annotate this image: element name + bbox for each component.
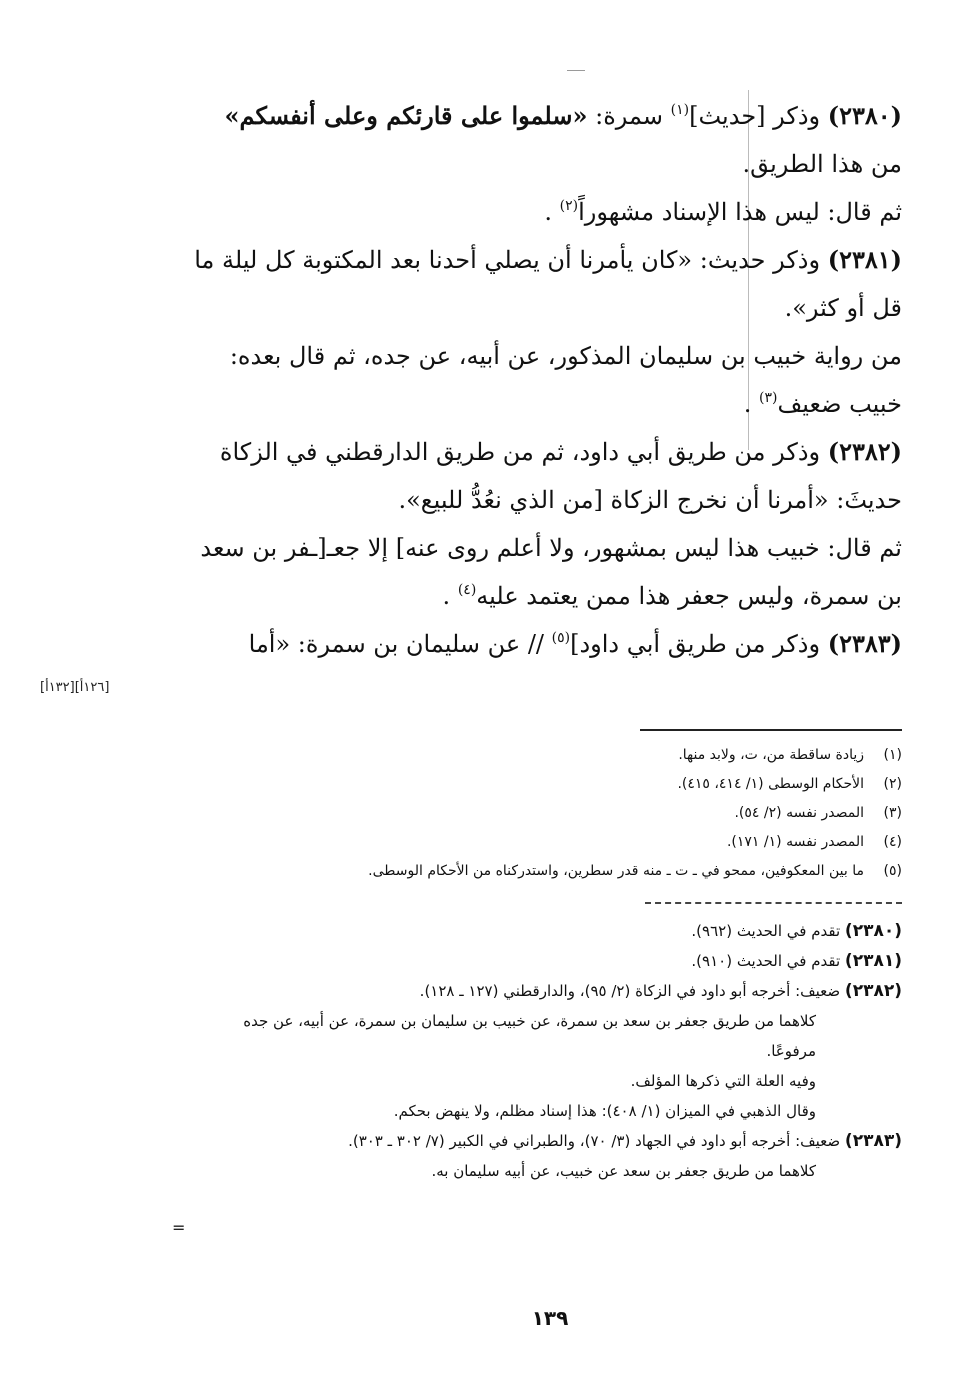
hadith-number: (٢٣٨١) bbox=[827, 245, 902, 274]
footnote-separator bbox=[640, 729, 902, 731]
entry-text: ثم قال: خبيب هذا ليس بمشهور، ولا أعلم روى عنه] إلا جعـ[ـفر بن سعد بن سمرة، وليس جعفر هذا ممن يعتمد عليه bbox=[200, 534, 902, 610]
footnote-number: (٢) bbox=[883, 776, 902, 792]
entry-2383 bbox=[192, 620, 902, 668]
footnote-item bbox=[330, 741, 902, 770]
commentary-detail: وفيه العلة التي ذكرها المؤلف. bbox=[630, 1072, 816, 1090]
entry-text: وذكر من طريق أبي داود] bbox=[570, 630, 828, 658]
footnote-number: (٤) bbox=[883, 834, 902, 850]
commentary-number: (٢٣٨٣) bbox=[844, 1131, 902, 1151]
entry-text: من هذا الطريق. bbox=[742, 150, 902, 178]
page-number: ١٣٩ bbox=[531, 1306, 569, 1330]
footnote-number: (١) bbox=[883, 747, 902, 763]
entry-text: وذكر من طريق أبي داود، ثم من طريق الدارقطني في الزكاة حديثَ: «أمرنا أن نخرج الزكاة [من الذي نعُدُّ للبيع». bbox=[219, 438, 902, 514]
commentary-detail: كلاهما من طريق جعفر بن سعد عن خبيب، عن أبيه سليمان به. bbox=[431, 1162, 816, 1180]
footnote-ref: (١) bbox=[670, 102, 690, 118]
entry-text: . bbox=[743, 390, 759, 418]
footnotes bbox=[330, 741, 902, 886]
hadith-number: (٢٣٨٠) bbox=[827, 101, 902, 130]
footnote-item bbox=[330, 828, 902, 857]
entry-text: . bbox=[442, 582, 458, 610]
entry-2382-comment bbox=[192, 524, 902, 620]
footnote-item bbox=[330, 857, 902, 886]
top-dash-mark bbox=[567, 70, 585, 71]
hadith-number: (٢٣٨٢) bbox=[827, 437, 902, 466]
footnote-ref: (٣) bbox=[758, 390, 778, 406]
entry-text: من رواية خبيب بن سليمان المذكور، عن أبيه، عن جده، ثم قال بعده: خبيب ضعيف bbox=[229, 342, 902, 418]
entry-2381-comment bbox=[192, 332, 902, 428]
hadith-number: (٢٣٨٣) bbox=[827, 629, 902, 658]
commentary-text: ضعيف: أخرجه أبو داود في الجهاد (٣/ ٧٠)، والطبراني في الكبير (٧/ ٣٠٢ ـ ٣٠٣). bbox=[348, 1132, 845, 1150]
commentary-number: (٢٣٨٢) bbox=[844, 981, 902, 1001]
entry-2380 bbox=[192, 92, 902, 188]
commentary-line bbox=[190, 916, 902, 946]
entry-2381 bbox=[192, 236, 902, 332]
entry-text: ثم قال: ليس هذا الإسناد مشهوراً bbox=[578, 198, 902, 226]
commentary-text: تقدم في الحديث (٩٦٢). bbox=[691, 922, 845, 940]
footnote-text: المصدر نفسه (١/ ١٧١). bbox=[726, 834, 864, 850]
footnote-ref: (٤) bbox=[457, 582, 477, 598]
commentary-text: ضعيف: أخرجه أبو داود في الزكاة (٢/ ٩٥)، والدارقطني (١٢٧ ـ ١٢٨). bbox=[419, 982, 845, 1000]
commentary-text: تقدم في الحديث (٩١٠). bbox=[691, 952, 845, 970]
takhrij-commentary bbox=[190, 916, 902, 1186]
entry-2382 bbox=[192, 428, 902, 524]
commentary-line bbox=[190, 1126, 902, 1156]
footnote-ref: (٥) bbox=[551, 630, 571, 646]
commentary-detail: وقال الذهبي في الميزان (١/ ٤٠٨): هذا إسناد مظلم، ولا ينهض بحكم. bbox=[393, 1102, 816, 1120]
entry-text: وذكر [حديث] bbox=[689, 102, 828, 130]
footnote-number: (٥) bbox=[883, 863, 902, 879]
main-text bbox=[192, 92, 902, 668]
entry-text: . bbox=[544, 198, 560, 226]
entry-text: سمرة: bbox=[587, 102, 671, 130]
commentary-line bbox=[190, 946, 902, 976]
continuation-mark: = bbox=[172, 1218, 186, 1237]
footnote-item bbox=[330, 799, 902, 828]
footnote-item bbox=[330, 770, 902, 799]
commentary-number: (٢٣٨١) bbox=[844, 951, 902, 971]
footnote-text: زيادة ساقطة من، ت، ولابد منها. bbox=[678, 747, 864, 763]
footnote-ref: (٢) bbox=[559, 198, 579, 214]
commentary-separator bbox=[645, 902, 902, 904]
commentary-line bbox=[190, 976, 902, 1006]
footnote-text: الأحكام الوسطى (١/ ٤١٤، ٤١٥). bbox=[677, 776, 864, 792]
commentary-number: (٢٣٨٠) bbox=[844, 921, 902, 941]
entry-text: // عن سليمان بن سمرة: «أما bbox=[248, 630, 552, 658]
margin-manuscript-reference: [١٢٦أ][١٣٢أ] bbox=[40, 680, 110, 695]
entry-text: وذكر حديث: «كان يأمرنا أن يصلي أحدنا بعد المكتوبة كل ليلة ما قل أو كثر». bbox=[194, 246, 902, 322]
footnote-text: المصدر نفسه (٢/ ٥٤). bbox=[734, 805, 864, 821]
commentary-detail: كلاهما من طريق جعفر بن سعد بن سمرة، عن خبيب بن سليمان بن سمرة، عن أبيه، عن جده مرفوعًا. bbox=[243, 1012, 816, 1060]
entry-2380-comment bbox=[192, 188, 902, 236]
hadith-quote: «سلموا على قارئكم وعلى أنفسكم» bbox=[224, 101, 588, 130]
footnote-number: (٣) bbox=[883, 805, 902, 821]
footnote-text: ما بين المعكوفين، ممحو في ـ ت ـ منه قدر سطرين، واستدركناه من الأحكام الوسطى. bbox=[368, 863, 864, 879]
